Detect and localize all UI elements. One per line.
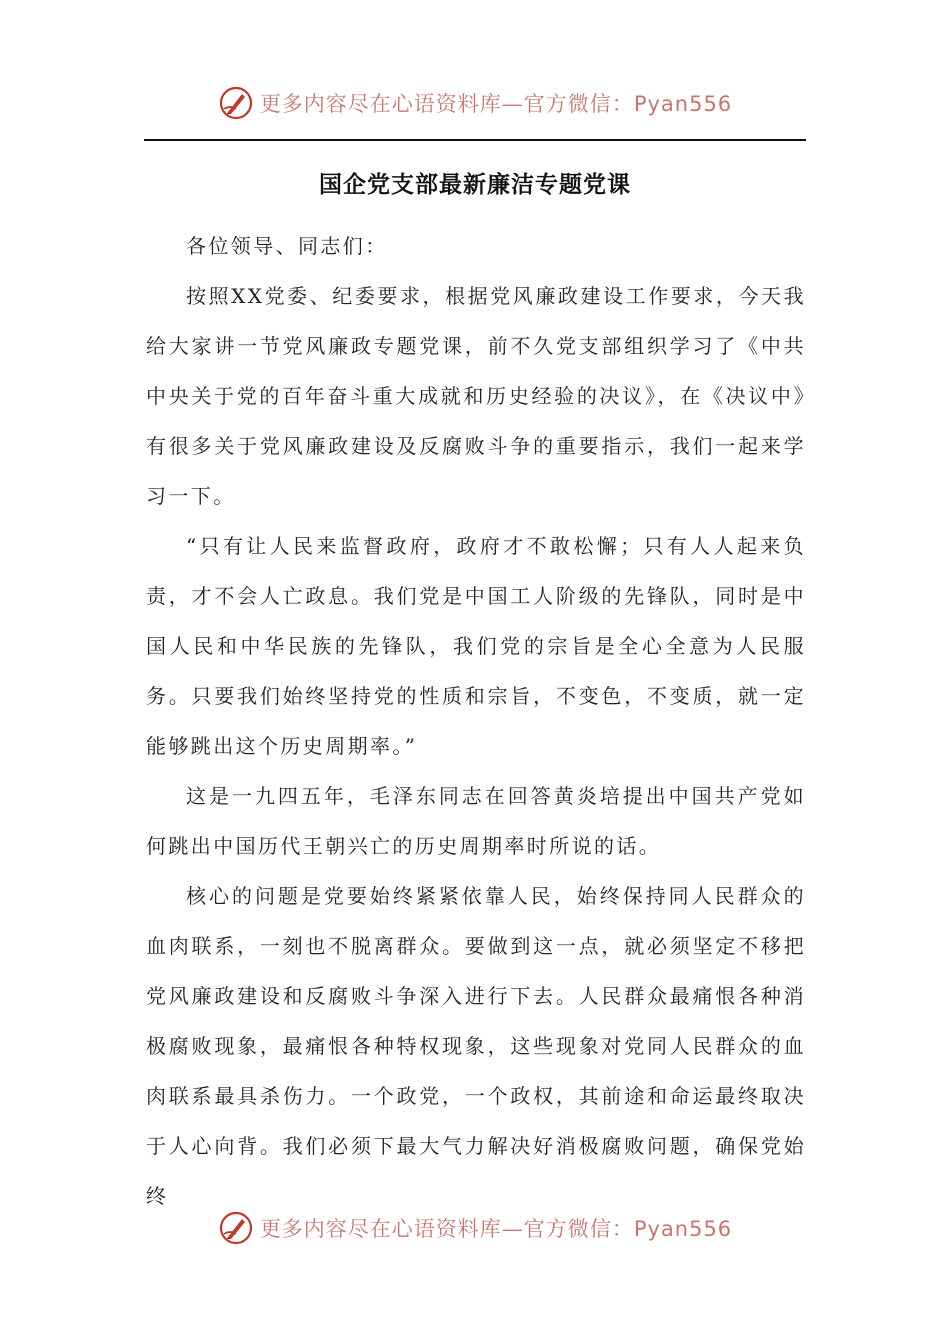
pen-logo-icon: [218, 1210, 254, 1246]
document-title: 国企党支部最新廉洁专题党课: [319, 171, 631, 198]
header-banner-wechat-id: Pyan556: [633, 92, 733, 116]
paragraph: 按照XX党委、纪委要求，根据党风廉政建设工作要求，今天我给大家讲一节党风廉政专题党课，前不久党支部组织学习了《中共中央关于党的百年奋斗重大成就和历史经验的决议》，在《决议中》有很多关于党风廉政建设及反腐败斗争的重要指示，我们一起来学习一下。: [146, 284, 806, 508]
document-body: [146, 221, 806, 1221]
header-divider: [144, 139, 806, 141]
pen-logo-icon: [218, 85, 254, 121]
footer-banner-text: [260, 1213, 732, 1243]
header-banner-cn: 更多内容尽在心语资料库—官方微信：: [259, 92, 634, 116]
header-banner-text: [260, 88, 732, 118]
paragraph: 这是一九四五年，毛泽东同志在回答黄炎培提出中国共产党如何跳出中国历代王朝兴亡的历史周期率时所说的话。: [146, 784, 806, 858]
header-banner: [0, 78, 950, 128]
footer-banner-cn: 更多内容尽在心语资料库—官方微信：: [259, 1217, 634, 1241]
footer-banner: [0, 1203, 950, 1253]
paragraph-quote: “只有让人民来监督政府，政府才不敢松懈；只有人人起来负责，才不会人亡政息。我们党是中国工人阶级的先锋队，同时是中国人民和中华民族的先锋队，我们党的宗旨是全心全意为人民服务。只要我们始终坚持党的性质和宗旨，不变色，不变质，就一定能够跳出这个历史周期率。”: [146, 534, 806, 758]
paragraph: 核心的问题是党要始终紧紧依靠人民，始终保持同人民群众的血肉联系，一刻也不脱离群众。要做到这一点，就必须坚定不移把党风廉政建设和反腐败斗争深入进行下去。人民群众最痛恨各种消极腐败现象，最痛恨各种特权现象，这些现象对党同人民群众的血肉联系最具杀伤力。一个政党，一个政权，其前途和命运最终取决于人心向背。我们必须下最大气力解决好消极腐败问题，确保党始终: [146, 884, 806, 1208]
paragraph-salutation: 各位领导、同志们：: [186, 234, 388, 258]
footer-banner-wechat-id: Pyan556: [633, 1217, 733, 1241]
